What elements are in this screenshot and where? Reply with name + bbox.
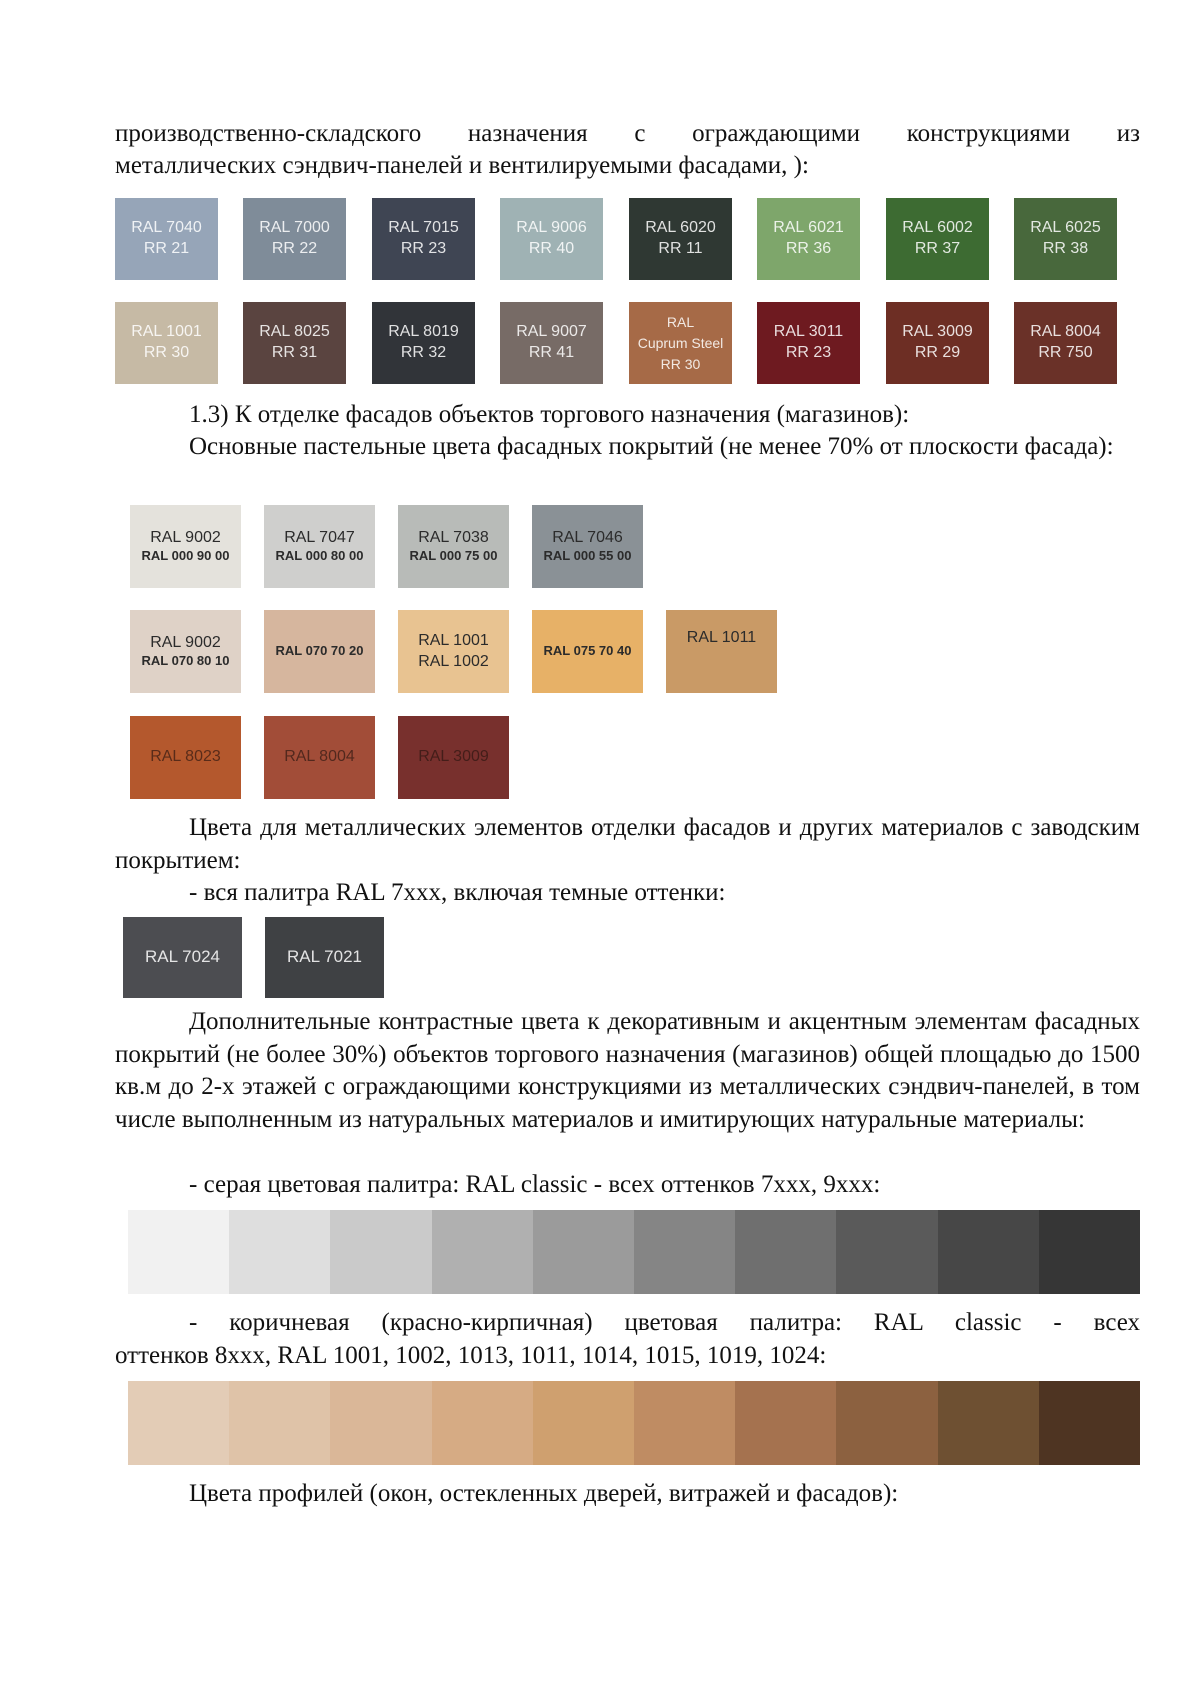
brown-strip-cell bbox=[128, 1381, 229, 1465]
brown-strip-cell bbox=[938, 1381, 1039, 1465]
metal-swatch: RAL 6002 RR 37 bbox=[886, 198, 989, 280]
brown-strip-cell bbox=[330, 1381, 431, 1465]
grey-swatch: RAL 7021 bbox=[265, 917, 384, 998]
profiles-paragraph: Цвета профилей (окон, остекленных дверей, витражей и фасадов): bbox=[189, 1480, 899, 1507]
brown-strip-cell bbox=[836, 1381, 937, 1465]
grey-strip-cell bbox=[634, 1210, 735, 1294]
section-heading: 1.3) К отделке фасадов объектов торгового назначения (магазинов): bbox=[189, 401, 910, 428]
grey-swatch: RAL 7024 bbox=[123, 917, 242, 998]
metal-swatch: RAL Cuprum Steel RR 30 bbox=[629, 302, 732, 384]
metal-palette-bullet: - вся палитра RAL 7ххх, включая темные оттенки: bbox=[189, 879, 726, 906]
pastel-swatch: RAL 075 70 40 bbox=[532, 610, 643, 693]
intro-paragraph-line2: металлических сэндвич-панелей и вентилируемыми фасадами, ): bbox=[115, 152, 809, 179]
grey-strip-cell bbox=[432, 1210, 533, 1294]
metal-swatch: RAL 3009 RR 29 bbox=[886, 302, 989, 384]
grey-strip-cell bbox=[330, 1210, 431, 1294]
brown-strip-cell bbox=[1039, 1381, 1140, 1465]
metal-swatch: RAL 6020 RR 11 bbox=[629, 198, 732, 280]
metal-swatch: RAL 8025 RR 31 bbox=[243, 302, 346, 384]
metal-elements-paragraph: Цвета для металлических элементов отделки фасадов и других материалов с заводским покрытием: bbox=[115, 814, 1140, 874]
pastel-swatch: RAL 9002 RAL 000 90 00 bbox=[130, 505, 241, 588]
pastel-swatch: RAL 8004 bbox=[264, 716, 375, 799]
intro-paragraph-line1: производственно-складского назначения с ограждающими конструкциями из bbox=[115, 120, 1140, 147]
brown-palette-strip bbox=[128, 1381, 1140, 1465]
metal-swatch: RAL 9006 RR 40 bbox=[500, 198, 603, 280]
pastel-swatch: RAL 1001 RAL 1002 bbox=[398, 610, 509, 693]
grey-strip-cell bbox=[128, 1210, 229, 1294]
pastel-swatch: RAL 1011 bbox=[666, 610, 777, 693]
grey-strip-cell bbox=[735, 1210, 836, 1294]
grey-strip-cell bbox=[1039, 1210, 1140, 1294]
metal-swatch: RAL 7015 RR 23 bbox=[372, 198, 475, 280]
grey-strip-cell bbox=[229, 1210, 330, 1294]
metal-swatch: RAL 3011 RR 23 bbox=[757, 302, 860, 384]
metal-swatch: RAL 7040 RR 21 bbox=[115, 198, 218, 280]
metal-swatch: RAL 9007 RR 41 bbox=[500, 302, 603, 384]
metal-swatch: RAL 8004 RR 750 bbox=[1014, 302, 1117, 384]
brown-strip-cell bbox=[229, 1381, 330, 1465]
pastel-swatch: RAL 7038 RAL 000 75 00 bbox=[398, 505, 509, 588]
pastel-swatch: RAL 7047 RAL 000 80 00 bbox=[264, 505, 375, 588]
brown-palette-bullet-line1: - коричневая (красно-кирпичная) цветовая палитра: RAL classic - всех bbox=[189, 1309, 1140, 1336]
metal-swatch: RAL 8019 RR 32 bbox=[372, 302, 475, 384]
brown-strip-cell bbox=[735, 1381, 836, 1465]
brown-strip-cell bbox=[634, 1381, 735, 1465]
brown-palette-bullet-line2: оттенков 8ххх, RAL 1001, 1002, 1013, 1011, 1014, 1015, 1019, 1024: bbox=[115, 1342, 827, 1369]
grey-strip-cell bbox=[836, 1210, 937, 1294]
metal-swatch: RAL 1001 RR 30 bbox=[115, 302, 218, 384]
pastel-swatch: RAL 070 70 20 bbox=[264, 610, 375, 693]
pastel-swatch: RAL 3009 bbox=[398, 716, 509, 799]
contrast-colors-paragraph: Дополнительные контрастные цвета к декоративным и акцентным элементам фасадных покрытий (не более 30%) объектов торгового назначения (магазинов) общей площадью до 1500 кв.м до 2-х этажей с ограждающими конструкциями из металлических сэндвич-панелей, в том числе выполненным из натуральных материалов и имитирующих натуральные материалы: bbox=[115, 1008, 1140, 1133]
metal-swatch: RAL 6021 RR 36 bbox=[757, 198, 860, 280]
pastel-swatch: RAL 9002 RAL 070 80 10 bbox=[130, 610, 241, 693]
grey-palette-strip bbox=[128, 1210, 1140, 1294]
metal-swatch: RAL 6025 RR 38 bbox=[1014, 198, 1117, 280]
pastel-swatch: RAL 7046 RAL 000 55 00 bbox=[532, 505, 643, 588]
pastel-swatch: RAL 8023 bbox=[130, 716, 241, 799]
grey-strip-cell bbox=[938, 1210, 1039, 1294]
grey-palette-bullet: - серая цветовая палитра: RAL classic - всех оттенков 7ххх, 9ххх: bbox=[189, 1171, 881, 1198]
metal-swatch: RAL 7000 RR 22 bbox=[243, 198, 346, 280]
grey-strip-cell bbox=[533, 1210, 634, 1294]
brown-strip-cell bbox=[432, 1381, 533, 1465]
pastel-paragraph: Основные пастельные цвета фасадных покрытий (не менее 70% от плоскости фасада): bbox=[189, 433, 1114, 460]
brown-strip-cell bbox=[533, 1381, 634, 1465]
